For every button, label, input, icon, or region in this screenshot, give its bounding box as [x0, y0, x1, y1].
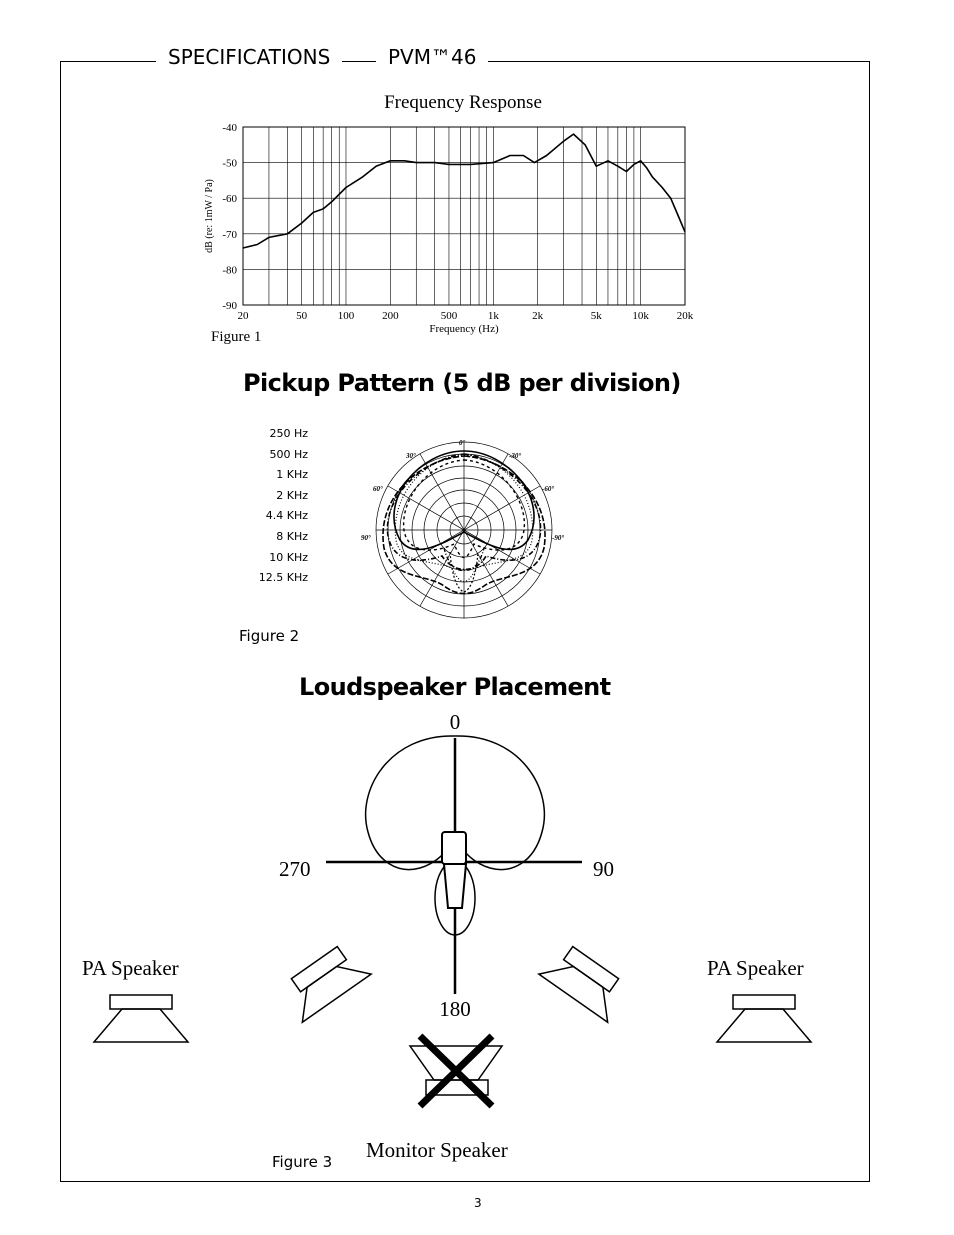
x-tick-label: 10k	[632, 310, 649, 322]
figure3-caption: Figure 3	[272, 1153, 333, 1171]
angled-speaker-right-icon	[539, 940, 632, 1023]
pa-speaker-left-icon	[94, 995, 188, 1042]
header-section: SPECIFICATIONS	[156, 42, 342, 72]
legend-item: 2 KHz	[276, 488, 308, 502]
pa-speaker-right-label: PA Speaker	[707, 956, 804, 980]
figure2-caption: Figure 2	[239, 627, 300, 645]
x-tick-label: 20	[237, 310, 249, 322]
x-tick-label: 2k	[532, 310, 544, 322]
page-number: 3	[474, 1196, 482, 1210]
angle-label-30: 30°	[406, 452, 416, 460]
x-tick-label: 5k	[590, 310, 602, 322]
y-tick-label: -70	[222, 228, 237, 241]
angle-label-0: 0°	[459, 439, 466, 447]
pa-speaker-left-label: PA Speaker	[82, 956, 179, 980]
loudspeaker-placement-diagram	[60, 700, 860, 1180]
polar-pattern-chart	[340, 430, 580, 630]
angle-left-label: 270	[279, 857, 311, 881]
y-tick-label: -50	[222, 157, 237, 170]
legend-item: 8 KHz	[276, 530, 308, 543]
angle-label-neg90: -90°	[552, 534, 565, 542]
angle-label-neg30: -30°	[509, 452, 522, 460]
legend-item: 4.4 KHz	[265, 509, 308, 523]
x-tick-label: 200	[382, 310, 399, 322]
response-curve	[243, 134, 685, 248]
loudspeaker-placement-title: Loudspeaker Placement	[299, 673, 611, 701]
x-tick-label: 500	[440, 310, 458, 322]
monitor-speaker-label: Monitor Speaker	[366, 1138, 508, 1162]
y-tick-label: -80	[222, 264, 237, 277]
y-tick-label: -60	[222, 193, 237, 206]
legend-item: 12.5 KHz	[258, 571, 308, 585]
y-tick-label: -40	[222, 122, 237, 134]
figure1-caption: Figure 1	[211, 329, 262, 345]
frequency-response-chart	[0, 0, 954, 360]
angled-speaker-left-icon	[278, 940, 371, 1023]
x-tick-label: 100	[337, 310, 355, 322]
y-tick-label: -90	[222, 300, 237, 312]
legend-item: 500 Hz	[269, 447, 308, 461]
legend-item: 250 Hz	[269, 427, 308, 440]
angle-right-label: 90	[593, 857, 614, 881]
y-axis-label: dB (re: 1mW / Pa)	[204, 179, 215, 253]
x-tick-label: 20k	[676, 310, 694, 322]
legend-item: 1 KHz	[276, 468, 308, 482]
angle-label-60: 60°	[373, 485, 383, 493]
angle-top-label: 0	[449, 710, 461, 734]
angle-label-90: 90°	[361, 534, 371, 542]
legend-item: 10 KHz	[269, 550, 308, 564]
header-model: PVM™46	[376, 42, 488, 72]
angle-bottom-label: 180	[439, 997, 471, 1021]
pickup-pattern-title: Pickup Pattern (5 dB per division)	[243, 369, 681, 397]
pa-speaker-right-icon	[717, 995, 811, 1042]
x-tick-label: 1k	[487, 310, 499, 322]
frequency-response-title: Frequency Response	[384, 92, 542, 113]
x-axis-label: Frequency (Hz)	[429, 323, 499, 335]
x-tick-label: 50	[296, 310, 308, 322]
angle-label-neg60: -60°	[542, 485, 555, 493]
